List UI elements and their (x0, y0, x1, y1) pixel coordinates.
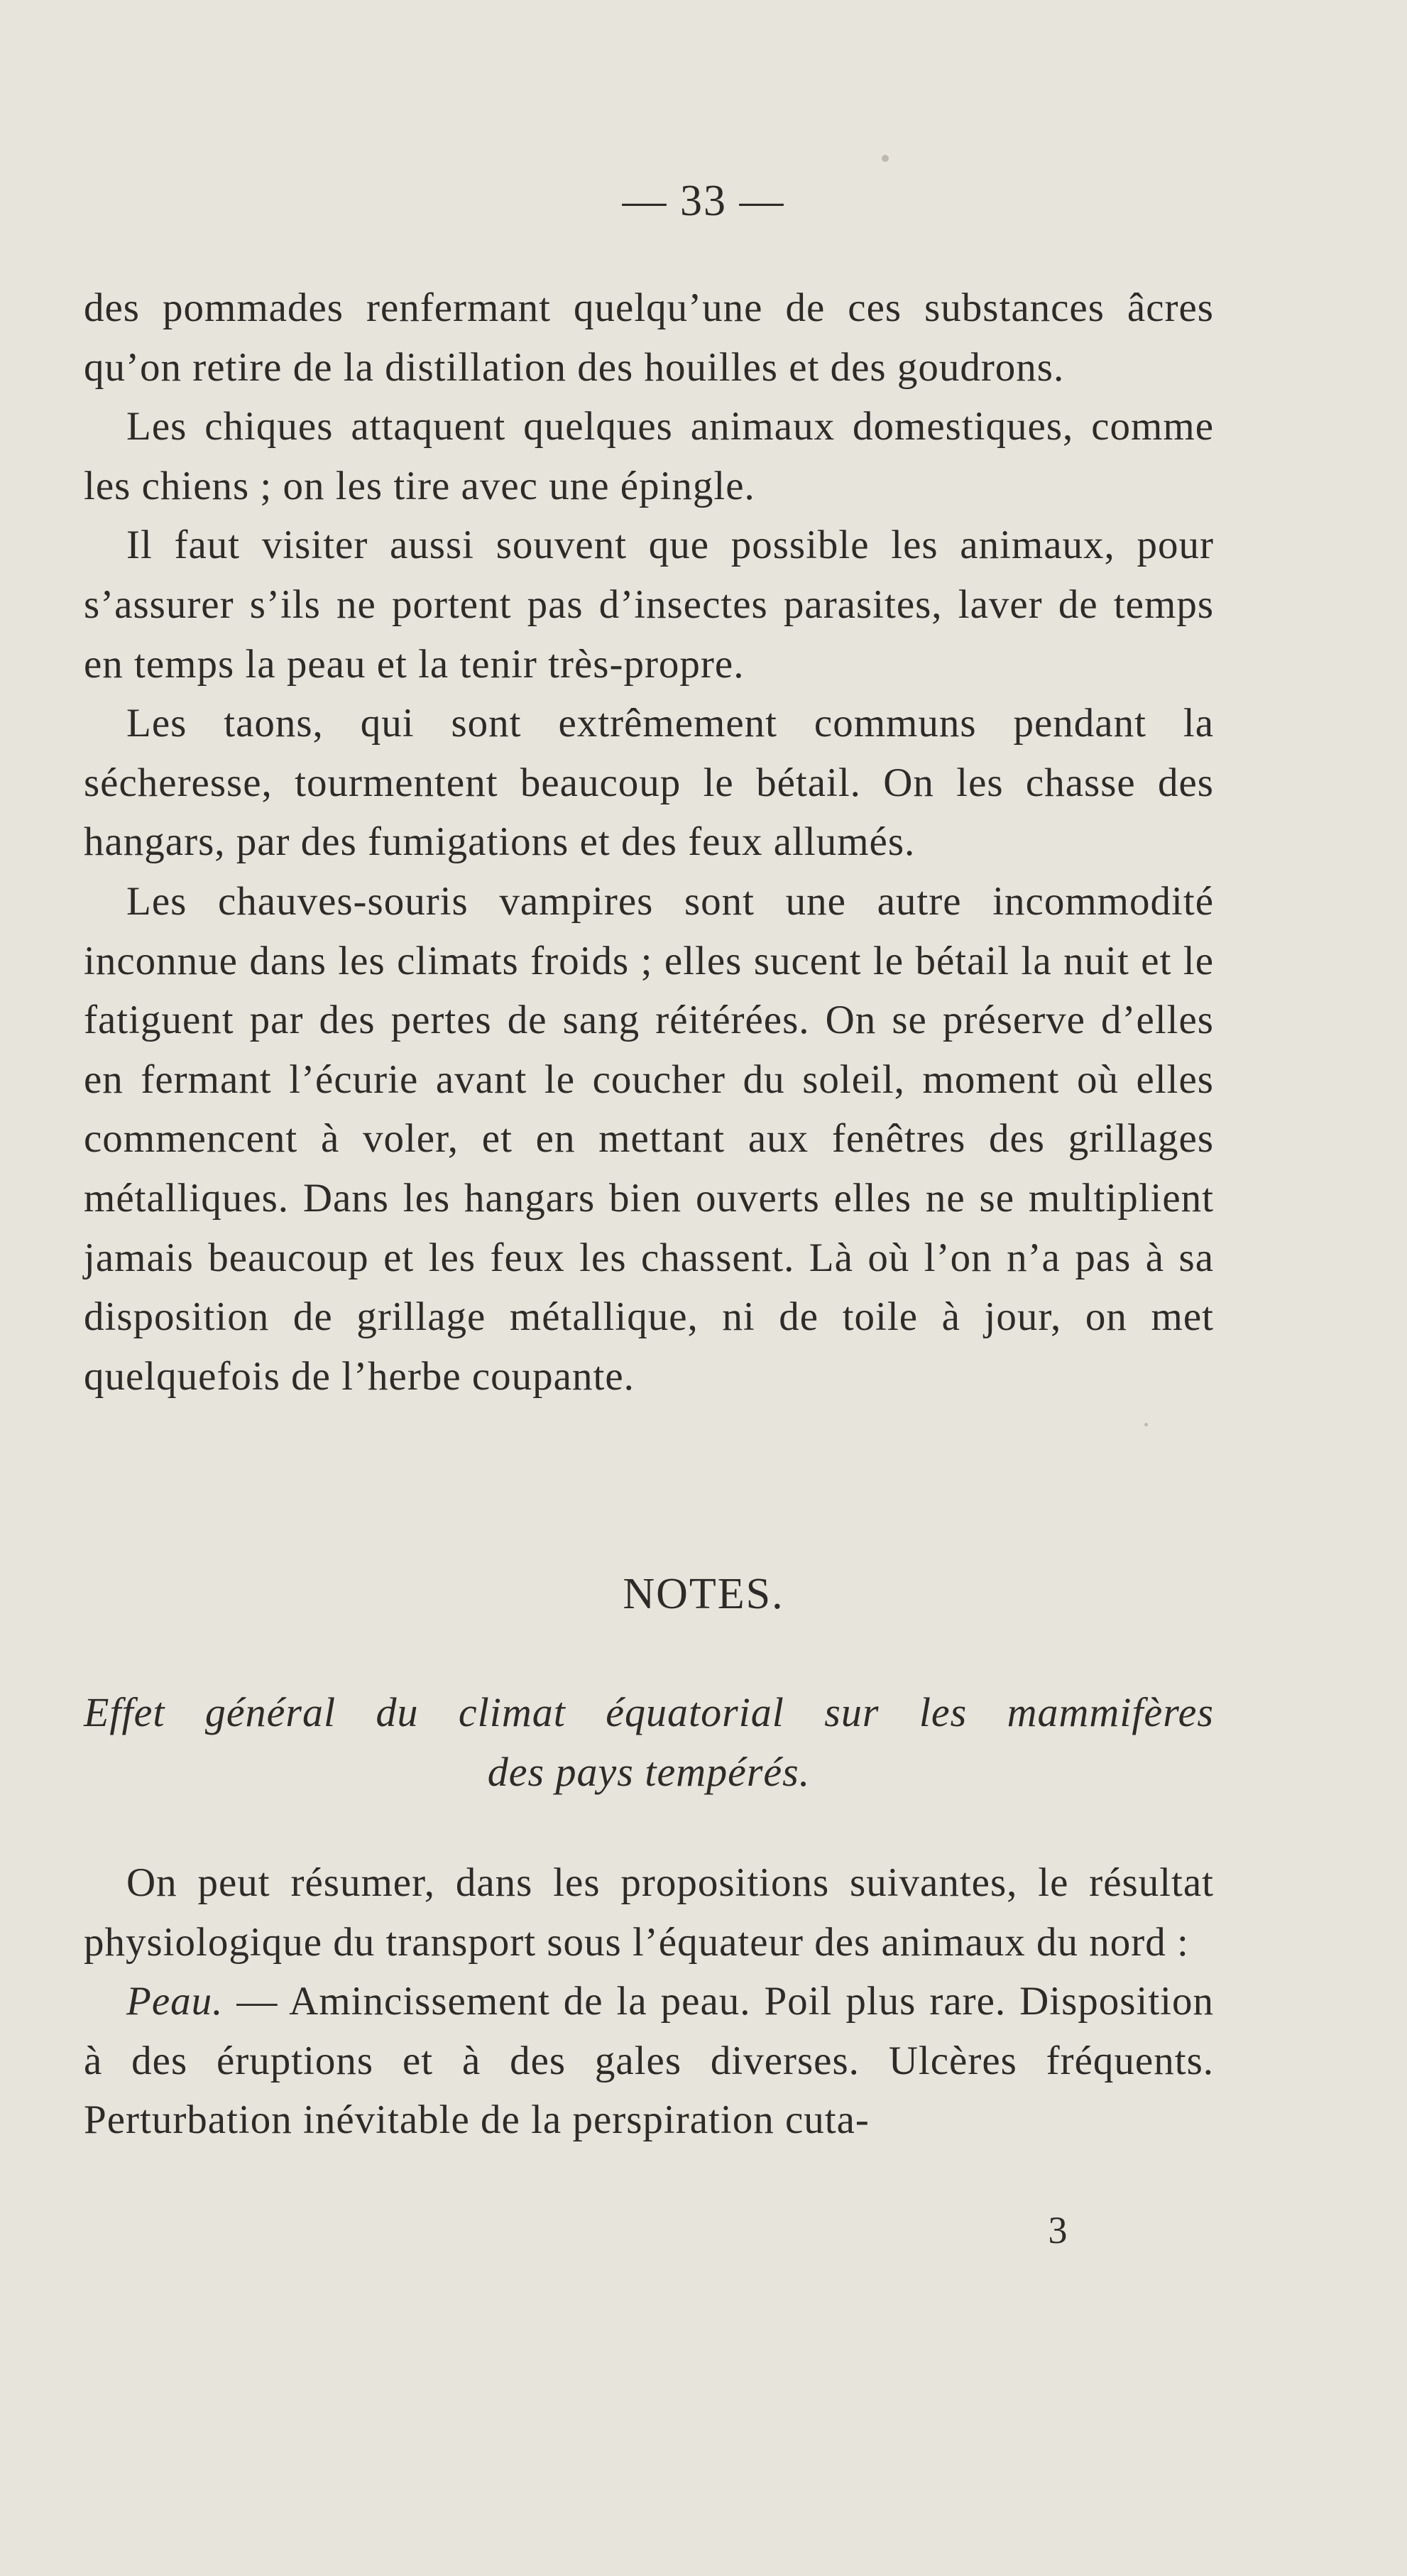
paragraph-resume: On peut résumer, dans les propositions suivantes, le résultat physiologique du transport sous l’équateur des animaux du nord : (84, 1860, 1214, 1965)
page-number: — 33 — (622, 177, 785, 225)
paragraph-taons: Les taons, qui sont extrêmement communs pendant la sécheresse, tourmentent beaucoup le bétail. On les chasse des hangars, par des fumigations et des feux allumés. (84, 701, 1214, 865)
signature-mark: 3 (1048, 2209, 1068, 2252)
paragraph-chiques: Les chiques attaquent quelques animaux domestiques, comme les chiens ; on les tire avec une épingle. (84, 404, 1214, 508)
paragraph-peau (84, 1972, 1214, 2150)
notes-subheading (84, 1683, 1214, 1802)
paragraph-chauves-souris: Les chauves-souris vampires sont une autre incommodité inconnue dans les climats froids ; elles sucent le bétail la nuit et le fatiguent par des pertes de sang réitérées. On se préserve d’elles en fermant l’écurie avant le coucher du soleil, moment où elles commencent à voler, et en mettant aux fenêtres des grillages métalliques. Dans les hangars bien ouverts elles ne se multiplient jamais beaucoup et les feux les chassent. Là où l’on n’a pas à sa disposition de grillage métallique, ni de toile à jour, on met quelquefois de l’herbe coupante. (84, 878, 1214, 1399)
subheading-line-1: Effet général du climat équatorial sur les mammifères (84, 1689, 1214, 1735)
paragraph-continuation: des pommades renfermant quelqu’une de ces substances âcres qu’on retire de la distillation des houilles et des goudrons. (84, 285, 1214, 390)
subheading-line-2: des pays tempérés. (487, 1749, 811, 1795)
paragraph-visiter: Il faut visiter aussi souvent que possible les animaux, pour s’assurer s’ils ne portent pas d’insectes parasites, laver de temps en temps la peau et la tenir très-propre. (84, 523, 1214, 687)
paper-speck (882, 155, 889, 162)
notes-heading: NOTES. (623, 1570, 784, 1618)
peau-text: — Amincissement de la peau. Poil plus rare. Disposition à des éruptions et à des gales diverses. Ulcères fréquents. Perturbation inévitable de la perspiration cuta- (84, 1979, 1214, 2143)
body-text (84, 278, 1214, 1406)
peau-label: Peau. (126, 1979, 224, 2024)
notes-text (84, 1853, 1214, 2150)
paper-speck (1144, 1423, 1148, 1426)
